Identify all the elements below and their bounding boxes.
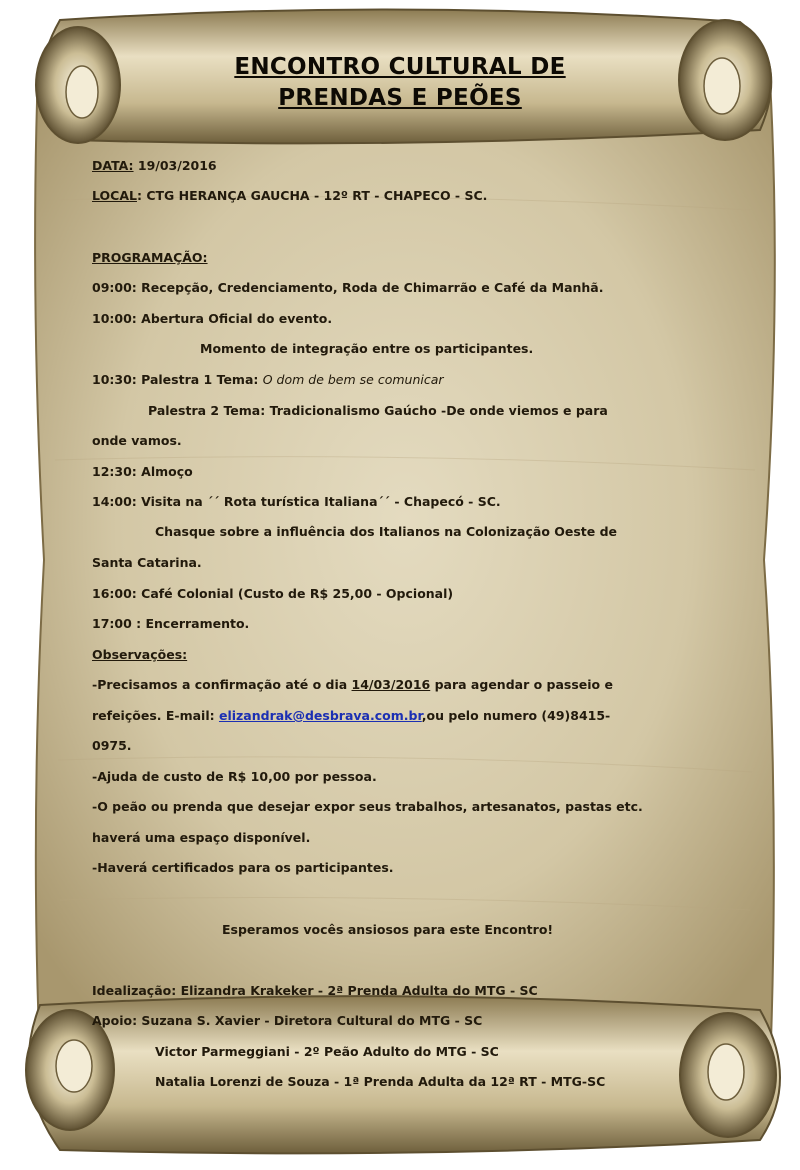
local-value: : CTG HERANÇA GAUCHA - 12º RT - CHAPECO - SC. bbox=[136, 188, 488, 203]
note-line: -O peão ou prenda que desejar expor seus trabalhos, artesanatos, pastas etc. bbox=[92, 799, 643, 814]
schedule-item: 09:00: Recepção, Credenciamento, Roda de Chimarrão e Café da Manhã. bbox=[92, 280, 604, 295]
observacoes-heading: Observações: bbox=[92, 647, 188, 662]
title-line-1: ENCONTRO CULTURAL DE bbox=[234, 54, 566, 80]
schedule-item: Chasque sobre a influência dos Italianos na Colonização Oeste de bbox=[155, 524, 618, 539]
date-line bbox=[92, 158, 217, 174]
date-value: 19/03/2016 bbox=[133, 158, 217, 173]
note-text: para agendar o passeio e bbox=[430, 677, 613, 692]
date-label: DATA: bbox=[92, 158, 134, 173]
schedule-item: 14:00: Visita na ´´ Rota turística Italiana´´ - Chapecó - SC. bbox=[92, 494, 501, 509]
schedule-item: Santa Catarina. bbox=[92, 555, 202, 570]
schedule-item: 10:00: Abertura Oficial do evento. bbox=[92, 311, 333, 326]
deadline-date: 14/03/2016 bbox=[351, 677, 431, 692]
note-line: -Haverá certificados para os participantes. bbox=[92, 860, 394, 875]
local-label: LOCAL bbox=[92, 188, 137, 203]
credit-line: Natalia Lorenzi de Souza - 1ª Prenda Adulta da 12ª RT - MTG-SC bbox=[155, 1074, 606, 1089]
credit-line: Apoio: Suzana S. Xavier - Diretora Cultural do MTG - SC bbox=[92, 1013, 483, 1028]
note-line bbox=[92, 708, 610, 724]
note-line: haverá uma espaço disponível. bbox=[92, 830, 311, 845]
credit-line: Idealização: Elizandra Krakeker - 2ª Prenda Adulta do MTG - SC bbox=[92, 983, 538, 998]
email-link[interactable]: elizandrak@desbrava.com.br bbox=[218, 708, 422, 723]
schedule-item bbox=[92, 372, 444, 388]
lecture-1-label: 10:30: Palestra 1 Tema: bbox=[92, 372, 263, 387]
note-line: -Ajuda de custo de R$ 10,00 por pessoa. bbox=[92, 769, 377, 784]
local-line bbox=[92, 188, 487, 204]
schedule-item: 16:00: Café Colonial (Custo de R$ 25,00 - Opcional) bbox=[92, 586, 454, 601]
schedule-item: 17:00 : Encerramento. bbox=[92, 616, 250, 631]
closing-message: Esperamos vocês ansiosos para este Encontro! bbox=[222, 922, 554, 937]
title-line-2: PRENDAS E PEÕES bbox=[278, 85, 522, 111]
note-text: -Precisamos a confirmação até o dia bbox=[92, 677, 352, 692]
programacao-heading: PROGRAMAÇÃO: bbox=[92, 250, 208, 265]
schedule-item: Palestra 2 Tema: Tradicionalismo Gaúcho -De onde viemos e para bbox=[148, 403, 608, 418]
note-text: refeições. E-mail: bbox=[92, 708, 219, 723]
note-text: ,ou pelo numero (49)8415- bbox=[421, 708, 611, 723]
schedule-item: 12:30: Almoço bbox=[92, 464, 193, 479]
note-line bbox=[92, 677, 613, 693]
credit-line: Victor Parmeggiani - 2º Peão Adulto do MTG - SC bbox=[155, 1044, 499, 1059]
note-line: 0975. bbox=[92, 738, 132, 753]
schedule-item: onde vamos. bbox=[92, 433, 182, 448]
lecture-1-theme: O dom de bem se comunicar bbox=[262, 372, 444, 387]
schedule-item: Momento de integração entre os participantes. bbox=[200, 341, 534, 356]
